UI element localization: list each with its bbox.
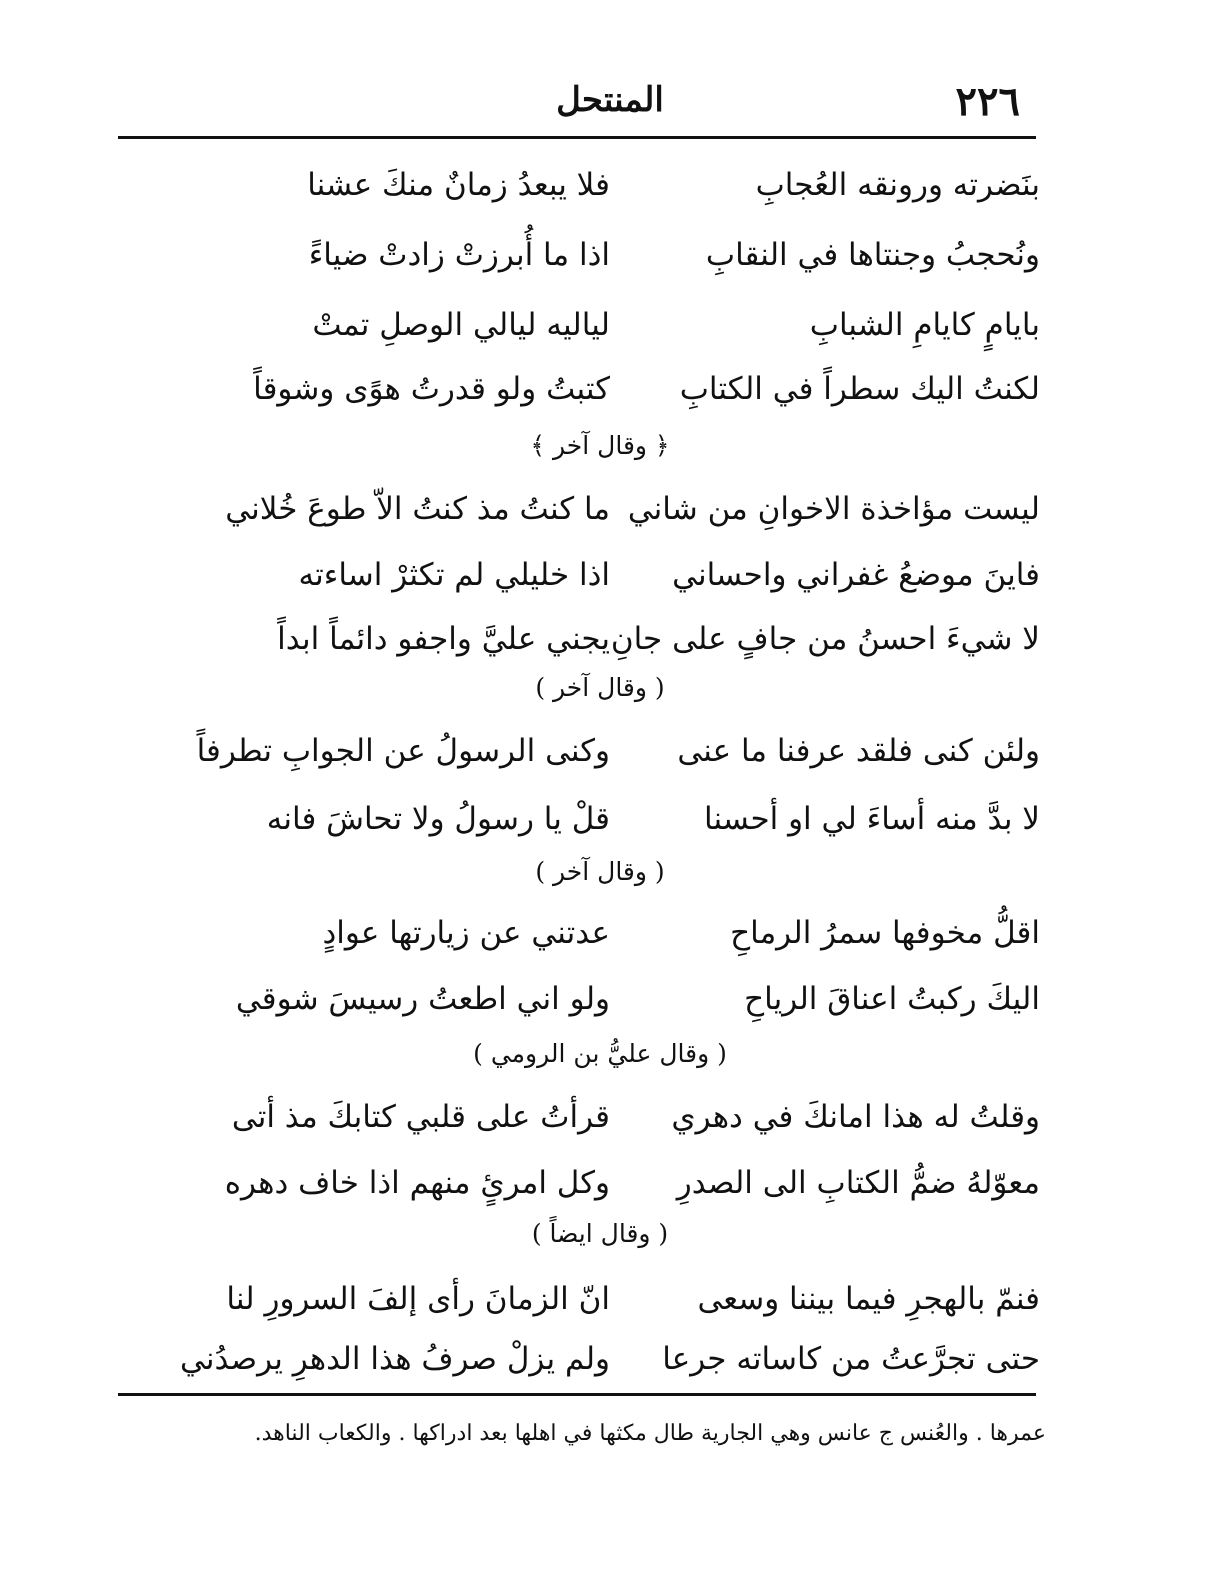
verse-first-hemistich: وكنى الرسولُ عن الجوابِ تطرفاً — [196, 733, 610, 769]
verse-first-hemistich: كتبتُ ولو قدرتُ هوًى وشوقاً — [253, 371, 610, 407]
verse-line — [140, 1330, 1040, 1388]
section-heading: ( وقال ايضاً ) — [531, 1219, 669, 1248]
verse-line — [140, 904, 1040, 962]
page-number: ٢٢٦ — [955, 78, 1020, 125]
verse-first-hemistich: ما كنتُ مذ كنتُ الاّ طوعَ خُلاني — [225, 491, 610, 527]
running-title: المنتحل — [556, 80, 664, 120]
verse-first-hemistich: انّ الزمانَ رأى إلفَ السرورِ لنا — [226, 1281, 610, 1317]
verse-line — [140, 1154, 1040, 1212]
verse-second-hemistich: بايامٍ كايامِ الشبابِ — [809, 307, 1040, 343]
verse-second-hemistich: ولئن كنى فلقد عرفنا ما عنى — [677, 733, 1040, 769]
verse-line — [140, 1270, 1040, 1328]
verse-line — [140, 480, 1040, 538]
verse-second-hemistich: معوّلهُ ضمُّ الكتابِ الى الصدرِ — [676, 1165, 1040, 1201]
verse-second-hemistich: اليكَ ركبتُ اعناقَ الرياحِ — [744, 981, 1040, 1017]
verse-line — [140, 970, 1040, 1028]
verse-first-hemistich: اذا ما أُبرزتْ زادتْ ضياءً — [308, 237, 610, 273]
verse-first-hemistich: فلا يبعدُ زمانٌ منكَ عشنا — [307, 167, 610, 203]
verse-first-hemistich: ولو اني اطعتُ رسيسَ شوقي — [235, 981, 610, 1017]
verse-first-hemistich: قرأتُ على قلبي كتابكَ مذ أتى — [231, 1099, 610, 1135]
verse-second-hemistich: ليست مؤاخذة الاخوانِ من شاني — [627, 491, 1040, 527]
verse-first-hemistich: قلْ يا رسولُ ولا تحاشَ فانه — [266, 801, 610, 837]
header-rule — [118, 136, 1036, 139]
section-heading: ( وقال آخر ) — [535, 857, 665, 886]
footnote: عمرها . والعُنس ج عانس وهي الجارية طال مكثها في اهلها بعد ادراكها . والكعاب الناهد. — [254, 1421, 1046, 1446]
verse-line — [140, 546, 1040, 604]
verse-second-hemistich: ونُحجبُ وجنتاها في النقابِ — [705, 237, 1040, 273]
section-heading: ( وقال عليُّ بن الرومي ) — [473, 1039, 727, 1068]
verse-second-hemistich: وقلتُ له هذا امانكَ في دهري — [671, 1099, 1040, 1135]
verse-line — [140, 296, 1040, 354]
section-heading: ( وقال آخر ) — [535, 673, 665, 702]
verse-line — [140, 722, 1040, 780]
verse-second-hemistich: حتى تجرَّعتُ من كاساته جرعا — [662, 1341, 1040, 1377]
footnote-rule — [118, 1393, 1036, 1396]
verse-second-hemistich: اقلُّ مخوفها سمرُ الرماحِ — [730, 915, 1040, 951]
verse-second-hemistich: فنمّ بالهجرِ فيما بيننا وسعى — [697, 1281, 1040, 1317]
verse-second-hemistich: لكنتُ اليك سطراً في الكتابِ — [679, 371, 1040, 407]
verse-second-hemistich: لا بدَّ منه أساءَ لي او أحسنا — [704, 801, 1040, 837]
verse-line — [140, 360, 1040, 418]
verse-first-hemistich: عدتني عن زيارتها عوادٍ — [322, 915, 610, 951]
verse-line — [140, 790, 1040, 848]
verse-second-hemistich: بنَضرته ورونقه العُجابِ — [755, 167, 1040, 203]
verse-first-hemistich: وكل امرئٍ منهم اذا خاف دهره — [224, 1165, 610, 1201]
verse-first-hemistich: لياليه ليالي الوصلِ تمتْ — [312, 307, 610, 343]
verse-line — [140, 226, 1040, 284]
verse-first-hemistich: اذا خليلي لم تكثرْ اساءته — [298, 557, 610, 593]
verse-line — [140, 1088, 1040, 1146]
verse-first-hemistich: يجني عليَّ واجفو دائماً ابداً — [277, 621, 610, 657]
verse-first-hemistich: ولم يزلْ صرفُ هذا الدهرِ يرصدُني — [180, 1341, 610, 1377]
verse-line — [140, 610, 1040, 668]
section-heading: ﴿ وقال آخر ﴾ — [530, 431, 670, 460]
verse-second-hemistich: لا شيءَ احسنُ من جافٍ على جانِ — [610, 621, 1040, 657]
verse-line — [140, 156, 1040, 214]
verse-second-hemistich: فاينَ موضعُ غفراني واحساني — [672, 557, 1040, 593]
